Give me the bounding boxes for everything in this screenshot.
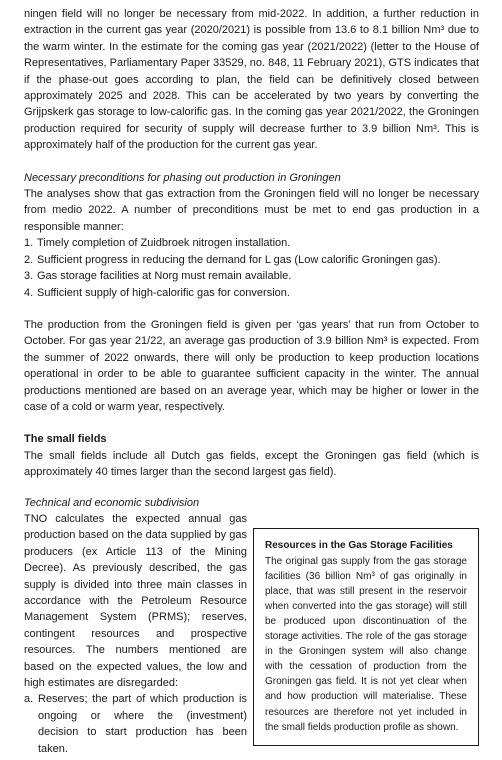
small-fields-paragraph: The small fields include all Dutch gas fields, except the Groningen gas field (which is approximately 40 times larger than the second largest gas field). [24,449,479,479]
technical-paragraph: TNO calculates the expected annual gas production based on the data supplied by gas producers (ex Article 113 of the Mining Decree). As previously described, the gas supply is divided into three main classes in accordance with the Petroleum Resource Management System (PRMS); reserves, contingent resources and prospective resources. The numbers mentioned are based on the expected values, the low and high estimates are disregarded: [24,512,247,690]
list-item [24,268,479,284]
sidebar-column [253,495,479,758]
list-item-number: 4. [24,286,34,299]
list-item-letter: a. [24,693,34,706]
list-item-number: 3. [24,270,34,283]
list-item-text: Sufficient progress in reducing the demand for L gas (Low calorific Groningen gas). [37,253,441,266]
production-paragraph: The production from the Groningen field is given per ‘gas years’ that run from October to October. For gas year 21/22, an average gas production of 3.9 billion Nm³ is expected. From the summer of 2022 onwards, there will only be production to keep production locations operational in order to be able to guarantee sufficient capacity in the winter. The annual productions mentioned are based on an average year, which may be higher or lower in the case of a cold or warm year, respectively. [24,318,479,413]
list-item-number: 2. [24,253,34,266]
preconditions-intro: The analyses show that gas extraction from the Groningen field will no longer be necessary from medio 2022. A number of preconditions must be met to end gas production in a responsible manner: [24,188,479,233]
list-item [24,252,479,268]
info-box-text: The original gas supply from the gas storage facilities (36 billion Nm³ of gas originally in place, that was still present in the reservoir when converted into the gas storage) will still be produced upon discontinuation of the storage activities. The role of the gas storage in the Groningen system will also change with the cessation of production from the Groningen gas field. It is not yet clear when and how production will materialise. These resources are therefore not yet included in the small fields production profile as shown. [265,555,467,733]
info-box-title: Resources in the Gas Storage Facilities [265,539,453,551]
list-item-text: Reserves; the part of which production is ongoing or where the (investment) decision to start production has been taken. [38,693,247,755]
list-item [24,691,247,757]
list-item [24,285,479,301]
preconditions-list [24,235,479,301]
technical-heading: Technical and economic subdivision [24,496,200,509]
list-item-number: 1. [24,237,34,250]
class-list [24,691,247,757]
info-box [253,528,479,746]
list-item [24,235,479,251]
list-item-text: Sufficient supply of high-calorific gas for conversion. [37,286,290,299]
list-item-text: Timely completion of Zuidbroek nitrogen installation. [37,237,291,250]
preconditions-heading: Necessary preconditions for phasing out production in Groningen [24,171,341,184]
technical-column [24,495,247,758]
list-item-text: Gas storage facilities at Norg must remain available. [37,270,292,283]
intro-paragraph: ningen field will no longer be necessary from mid-2022. In addition, a further reduction in extraction in the current gas year (2020/2021) is possible from 13.6 to 8.1 billion Nm³ due to the warm winter. In the estimate for the coming gas year (2021/2022) (letter to the House of Representatives, Parliamentary Paper 33529, no. 848, 11 February 2021), GTS indicates that if the phase-out goes according to plan, the field can be definitively closed between approximately 2025 and 2028. This can be accelerated by two years by converting the Grijpskerk gas storage to low-calorific gas. In the coming gas year 2021/2022, the Groningen production required for security of supply will decrease further to 3.9 billion Nm³. This is approximately half of the production for the current gas year. [24,8,479,152]
two-column-section [24,495,479,758]
small-fields-heading: The small fields [24,433,107,446]
